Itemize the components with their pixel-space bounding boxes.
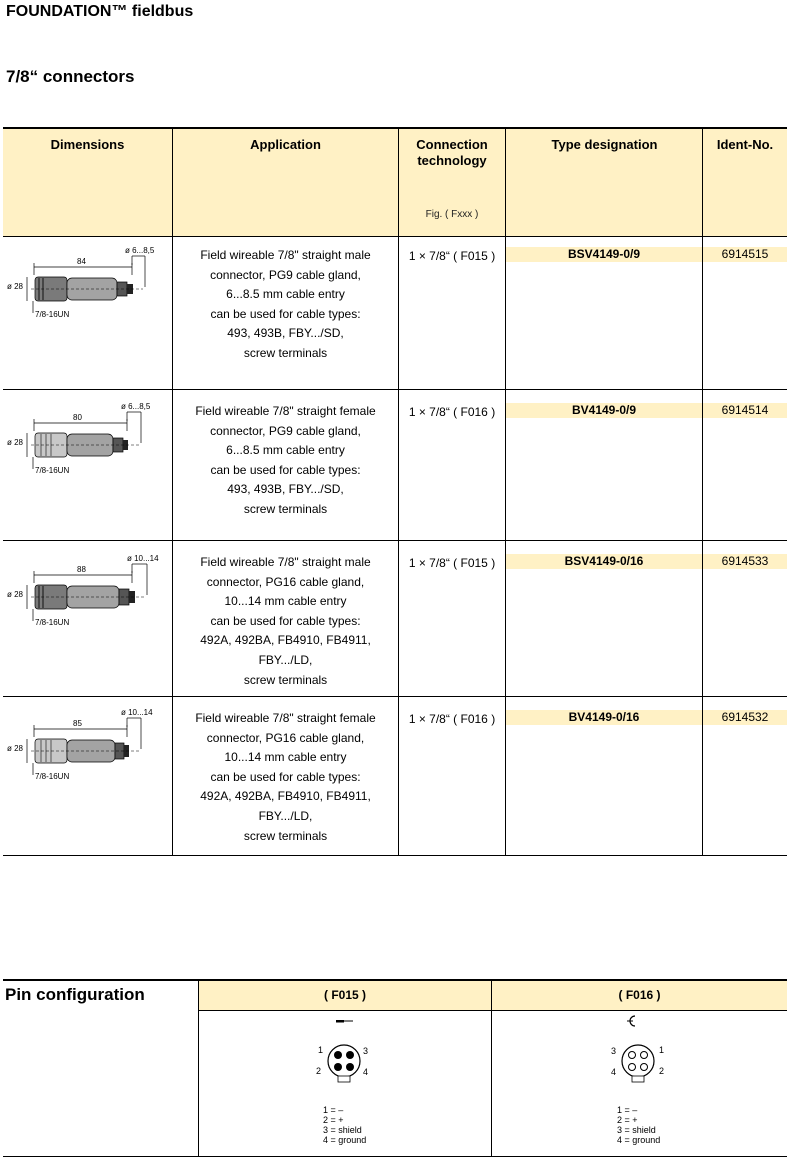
- dim-thread-label: 7/8-16UN: [35, 466, 70, 475]
- pin-label: 4: [611, 1067, 617, 1077]
- application-text: [173, 553, 398, 690]
- female-connector-drawing: [5, 399, 167, 483]
- legend-line: 2 = +: [617, 1115, 638, 1125]
- app-line: 10...14 mm cable entry: [224, 594, 347, 609]
- app-line: connector, PG9 cable gland,: [210, 423, 361, 438]
- ident-number: 6914532: [703, 710, 787, 725]
- connection-text: 1 × 7/8“ ( F015 ): [408, 249, 496, 263]
- app-line: connector, PG16 cable gland,: [206, 730, 365, 745]
- legend-line: 3 = shield: [323, 1125, 362, 1135]
- male-symbol-icon: [336, 1020, 353, 1023]
- dim-length-label: 88: [77, 565, 86, 574]
- app-line: FBY.../LD,: [258, 808, 313, 823]
- legend-line: 2 = +: [323, 1115, 344, 1125]
- type-designation: BSV4149-0/16: [506, 554, 702, 569]
- app-line: can be used for cable types:: [210, 769, 361, 784]
- app-line: screw terminals: [243, 501, 328, 516]
- dim-length-label: 84: [77, 257, 86, 266]
- legend-line: 4 = ground: [617, 1135, 661, 1145]
- ident-number: 6914533: [703, 554, 787, 569]
- header-connection-line2: technology: [417, 153, 487, 168]
- app-line: can be used for cable types:: [210, 613, 361, 628]
- header-connection-line1: Connection: [416, 137, 488, 152]
- pin-label: 1: [659, 1045, 665, 1055]
- dim-diameter-label: ø 28: [7, 438, 24, 447]
- dim-length-label: 80: [73, 413, 82, 422]
- dim-length-label: 85: [73, 719, 82, 728]
- dim-cable-label: ø 6...8,5: [125, 246, 155, 255]
- app-line: 493, 493B, FBY.../SD,: [227, 482, 344, 497]
- pin-label: 1: [318, 1045, 324, 1055]
- column-divider: [398, 129, 399, 855]
- legend-line: 1 = –: [323, 1105, 344, 1115]
- header-connection: [399, 137, 505, 169]
- header-dimensions: Dimensions: [50, 137, 125, 152]
- row-divider: [3, 696, 787, 697]
- app-line: screw terminals: [243, 672, 328, 687]
- male-connector-drawing: [5, 243, 167, 327]
- pin-configuration: [3, 979, 787, 1157]
- legend-line: 4 = ground: [323, 1135, 367, 1145]
- dim-diameter-label: ø 28: [7, 744, 24, 753]
- pin-label: 3: [363, 1046, 369, 1056]
- pin-label: 3: [611, 1046, 617, 1056]
- row-divider: [3, 389, 787, 390]
- pin-legend-f016: [617, 1105, 660, 1145]
- dim-diameter-label: ø 28: [7, 282, 24, 291]
- female-symbol-icon: [627, 1016, 635, 1026]
- app-line: connector, PG9 cable gland,: [210, 267, 361, 282]
- column-divider: [198, 981, 199, 1156]
- app-line: can be used for cable types:: [210, 462, 361, 477]
- male-pinout-diagram: [299, 1012, 389, 1092]
- app-line: 10...14 mm cable entry: [224, 750, 347, 765]
- app-line: Field wireable 7/8" straight male: [200, 555, 371, 569]
- connector-table: [3, 127, 787, 856]
- dim-diameter-label: ø 28: [7, 590, 24, 599]
- female-pinout-diagram: [593, 1012, 683, 1092]
- app-line: screw terminals: [243, 828, 328, 843]
- column-divider: [491, 981, 492, 1156]
- type-designation: BSV4149-0/9: [506, 247, 702, 262]
- app-line: connector, PG16 cable gland,: [206, 574, 365, 589]
- pin-label: 4: [363, 1067, 369, 1077]
- app-line: Field wireable 7/8" straight female: [195, 404, 376, 418]
- application-text: [173, 709, 398, 846]
- app-line: 6...8.5 mm cable entry: [226, 443, 345, 458]
- app-line: Field wireable 7/8" straight female: [195, 711, 376, 725]
- pin-header-f016: ( F016 ): [492, 981, 787, 1011]
- type-designation: BV4149-0/9: [506, 403, 702, 418]
- page-title: FOUNDATION™ fieldbus: [6, 3, 194, 20]
- dim-cable-label: ø 10...14: [127, 554, 159, 563]
- header-connection-fig: Fig. ( Fxxx ): [425, 209, 479, 220]
- dim-thread-label: 7/8-16UN: [35, 310, 70, 319]
- legend-line: 1 = –: [617, 1105, 638, 1115]
- connection-text: 1 × 7/8“ ( F016 ): [408, 405, 496, 419]
- row-divider: [3, 540, 787, 541]
- app-line: 492A, 492BA, FB4910, FB4911,: [200, 633, 371, 648]
- header-application: Application: [250, 137, 321, 152]
- column-divider: [702, 129, 703, 855]
- connection-text: 1 × 7/8“ ( F015 ): [408, 556, 496, 570]
- app-line: 6...8.5 mm cable entry: [226, 287, 345, 302]
- column-divider: [505, 129, 506, 855]
- pin-config-title: Pin configuration: [5, 985, 145, 1004]
- app-line: screw terminals: [243, 345, 328, 360]
- legend-line: 3 = shield: [617, 1125, 656, 1135]
- app-line: Field wireable 7/8" straight male: [200, 248, 371, 262]
- pin-header-f015: ( F015 ): [199, 981, 491, 1011]
- dim-thread-label: 7/8-16UN: [35, 618, 70, 627]
- header-type: Type designation: [551, 137, 658, 152]
- connection-text: 1 × 7/8“ ( F016 ): [408, 712, 496, 726]
- application-text: [173, 246, 398, 364]
- app-line: can be used for cable types:: [210, 306, 361, 321]
- ident-number: 6914514: [703, 403, 787, 418]
- application-text: [173, 402, 398, 520]
- page-subtitle: 7/8“ connectors: [6, 67, 135, 86]
- dim-thread-label: 7/8-16UN: [35, 772, 70, 781]
- dim-cable-label: ø 6...8,5: [121, 402, 151, 411]
- app-line: 493, 493B, FBY.../SD,: [227, 326, 344, 341]
- ident-number: 6914515: [703, 247, 787, 262]
- app-line: 492A, 492BA, FB4910, FB4911,: [200, 789, 371, 804]
- app-line: FBY.../LD,: [258, 652, 313, 667]
- pin-legend-f015: [323, 1105, 366, 1145]
- pin-label: 2: [659, 1066, 665, 1076]
- female-connector-drawing: [5, 705, 167, 789]
- pin-label: 2: [316, 1066, 322, 1076]
- male-connector-drawing: [5, 551, 167, 635]
- dim-cable-label: ø 10...14: [121, 708, 153, 717]
- header-ident: Ident-No.: [716, 137, 774, 152]
- type-designation: BV4149-0/16: [506, 710, 702, 725]
- table-header: [3, 129, 787, 237]
